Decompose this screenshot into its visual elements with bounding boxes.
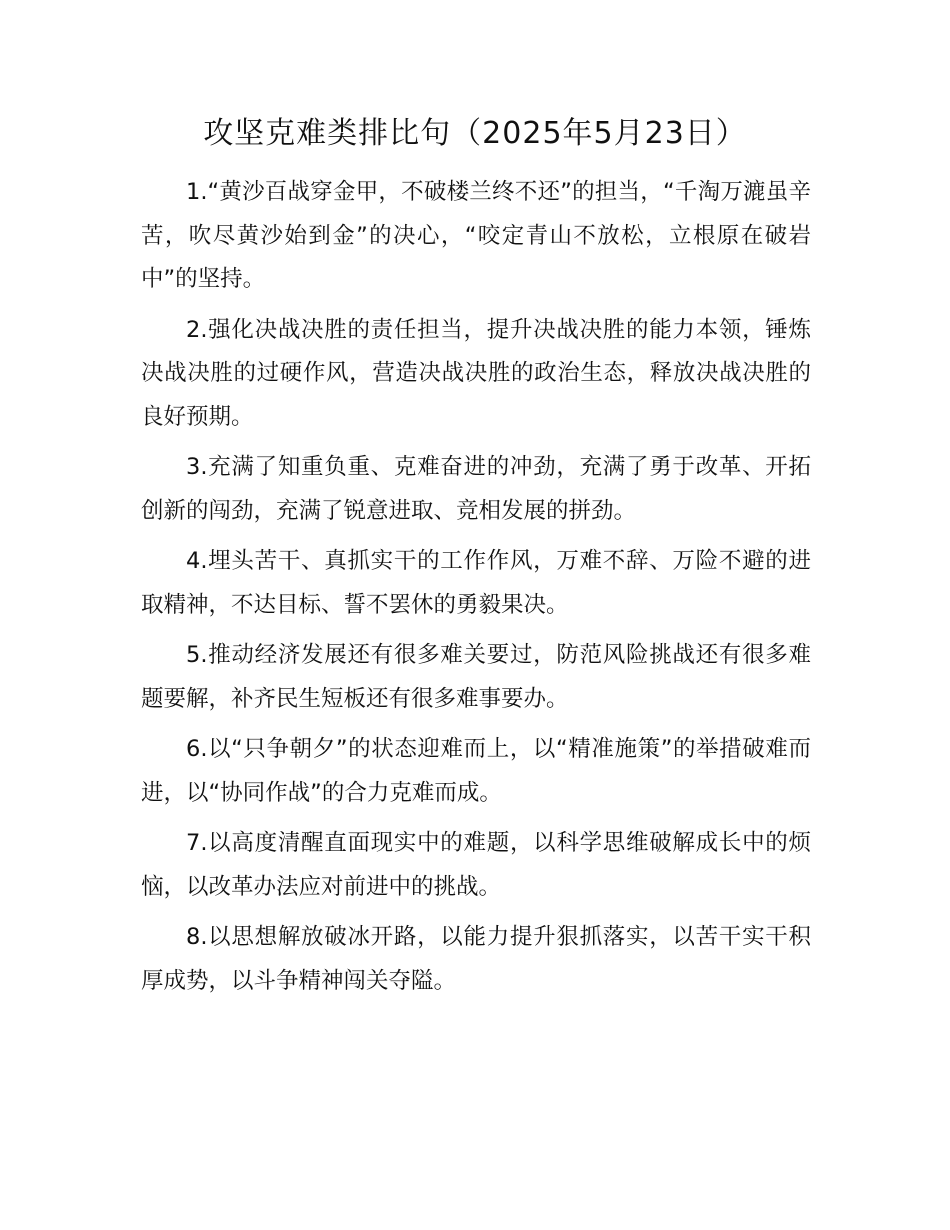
document-body [141,171,811,1010]
paragraph-2: 2.强化决战决胜的责任担当，提升决战决胜的能力本领，锤炼决战决胜的过硬作风，营造决战决胜的政治生态，释放决战决胜的良好预期。 [141,316,811,430]
document-title: 攻坚克难类排比句（2025年5月23日） [203,116,747,151]
paragraph-4: 4.埋头苦干、真抓实干的工作作风，万难不辞、万险不避的进取精神，不达目标、誓不罢休的勇毅果决。 [141,548,811,618]
paragraph-1: 1.“黄沙百战穿金甲，不破楼兰终不还”的担当，“千淘万漉虽辛苦，吹尽黄沙始到金”的决心，“咬定青山不放松，立根原在破岩中”的坚持。 [141,179,811,292]
paragraph-6: 6.以“只争朝夕”的状态迎难而上，以“精准施策”的举措破难而进，以“协同作战”的合力克难而成。 [141,736,811,806]
paragraph-3: 3.充满了知重负重、克难奋进的冲劲，充满了勇于改革、开拓创新的闯劲，充满了锐意进取、竞相发展的拼劲。 [141,454,811,524]
paragraph-8: 8.以思想解放破冰开路，以能力提升狠抓落实，以苦干实干积厚成势，以斗争精神闯关夺隘。 [141,924,811,994]
paragraph-5: 5.推动经济发展还有很多难关要过，防范风险挑战还有很多难题要解，补齐民生短板还有很多难事要办。 [141,642,811,712]
paragraph-7: 7.以高度清醒直面现实中的难题，以科学思维破解成长中的烦恼，以改革办法应对前进中的挑战。 [141,830,811,900]
